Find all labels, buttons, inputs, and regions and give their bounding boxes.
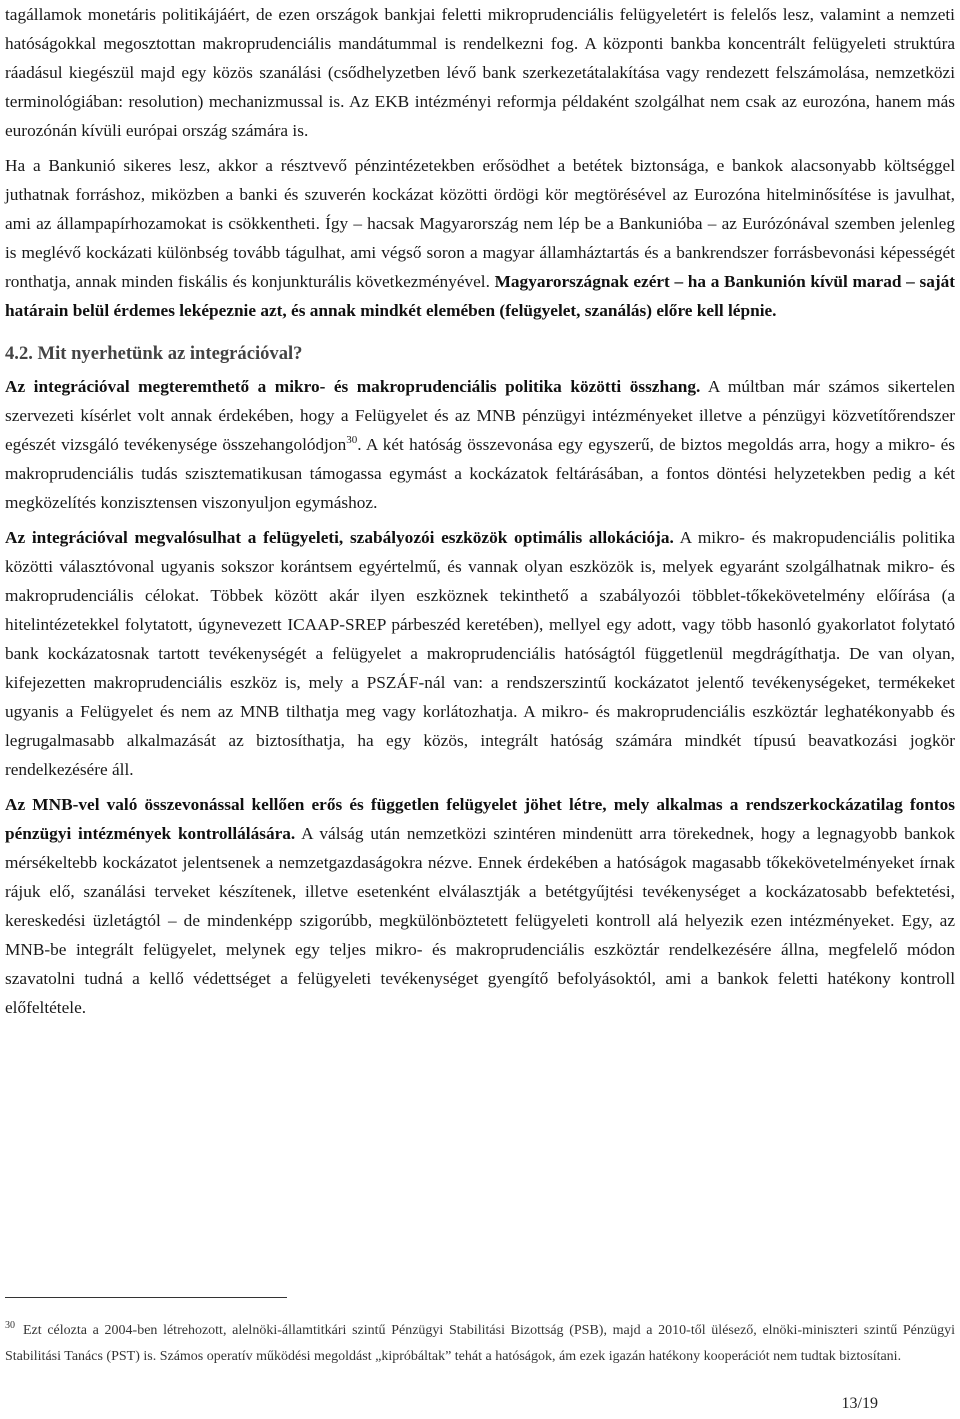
footnote xyxy=(5,1318,955,1369)
page-number: 13/19 xyxy=(841,1395,878,1412)
paragraph-lead: Az integrációval megteremthető a mikro- és makroprudenciális politika közötti összhang. xyxy=(5,377,701,396)
paragraph-1 xyxy=(5,0,955,145)
paragraph-3 xyxy=(5,372,955,517)
paragraph-5 xyxy=(5,790,955,1022)
paragraph-4 xyxy=(5,523,955,784)
paragraph-text-continued: . A két hatóság összevonása egy egyszerű, de biztos megoldás arra, hogy a mikro- és makroprudenciális tudás szisztematikusan támogassa egymást a kockázatok feltárásában, a fontos döntési helyzetekben pedig a két megközelítés konzisztensen viszonyuljon egymáshoz. xyxy=(5,435,955,512)
paragraph-lead: Az integrációval megvalósulhat a felügyeleti, szabályozói eszközök optimális allokációja. xyxy=(5,528,674,547)
paragraph-text: A válság után nemzetközi szintéren mindenütt arra törekednek, hogy a legnagyobb bankok mérsékeltebb kockázatot jelentsenek a nemzetgazdaságokra nézve. Ennek érdekében a hatóságok magasabb tőkekövetelményeket írnak rájuk elő, szanálási terveket készítenek, illetve esetenként elválasztják a betétgyűjtési tevékenységet a kockázatosabb befektetési, kereskedési üzletágtól – de mindenképp szigorúbb, megkülönböztetett felügyeleti kontroll alá helyezik ezen intézményeket. Egy, az MNB-be integrált felügyelet, melynek egy teljes mikro- és makroprudenciális eszköztár rendelkezésére állna, megfelelő módon szavatolni tudná a kellő védettséget a felügyeleti tevékenységet gyengítő befolyásoktól, ami a bankok feletti hatékony kontroll előfeltétele. xyxy=(5,824,955,1017)
footnote-text: Ezt célozta a 2004-ben létrehozott, alelnöki-államtitkári szintű Pénzügyi Stabilitási Bizottság (PSB), majd a 2010-től ülésező, elnöki-miniszteri szintű Pénzügyi Stabilitási Tanács (PST) is. Számos operatív működési megoldást „kipróbáltak” tehát a hatóságok, ám ezek igazán hatékony kooperációt nem tudtak biztosítani. xyxy=(5,1323,955,1364)
footnote-divider xyxy=(5,1297,287,1298)
paragraph-text: Ha a Bankunió sikeres lesz, akkor a résztvevő pénzintézetekben erősödhet a betétek biztonsága, e bankok alacsonyabb költséggel juthatnak forráshoz, miközben a banki és szuverén kockázat közötti ördögi kör megtörésével az Eurozóna hitelminősítése is javulhat, ami az állampapírhozamokat is csökkentheti. Így – hacsak Magyarország nem lép be a Bankunióba – az Eurózónával szemben jelenleg is meglévő kockázati különbség tovább tágulhat, ami végső soron a magyar államháztartás és a bankrendszer forrásbevonási képességét ronthatja, annak minden fiskális és konjunkturális következményével. xyxy=(5,156,955,291)
paragraph-lead: Az MNB-vel való összevonással kellően erős és független felügyelet jöhet létre, mely alkalmas a rendszerkockázatilag fontos pénzügyi intézmények kontrollálására. xyxy=(5,795,955,843)
paragraph-text: A mikro- és makropudenciális politika közötti választóvonal ugyanis sokszor korántsem egyértelmű, és vannak olyan eszközök is, melyek egyaránt szolgálhatnak mikro- és makroprudenciális célokat. Többek között akár ilyen eszköznek tekinthető a szabályozói többlet-tőkekövetelmény előírása (a hitelintézetekkel folytatott, úgynevezett ICAAP-SREP párbeszéd keretében), mellyel egy adott, vagy több hasonló gyakorlatot folytató bank kockázatosnak tartott tevékenységét a felügyelet a makroprudenciális hatóságtól függetlenül megdrágíthatja. De van olyan, kifejezetten makroprudenciális eszköz is, mely a PSZÁF-nál van: a rendszerszintű kockázatot jelentő tevékenységeket, termékeket ugyanis a Felügyelet és nem az MNB tilthatja meg vagy korlátozhatja. A mikro- és makroprudenciális eszköztár leghatékonyabb és legrugalmasabb alkalmazását az biztosíthatja, ha egy közös, integrált hatóság számára mindkét típusú beavatkozási jogkör rendelkezésére áll. xyxy=(5,528,955,779)
paragraph-text: A múltban már számos sikertelen szervezeti kísérlet volt annak érdekében, hogy a Felügyelet és az MNB pénzügyi intézményeket illetve a pénzügyi közvetítőrendszer egészét vizsgáló tevékenysége összehangolódjon xyxy=(5,377,955,454)
paragraph-text: tagállamok monetáris politikájáért, de ezen országok bankjai feletti mikroprudenciális felügyeletért is felelős lesz, valamint a nemzeti hatóságokkal megosztottan makroprudenciális mandátummal is rendelkezni fog. A központi bankba koncentrált felügyeleti struktúra ráadásul kiegészül majd egy közös szanálási (csődhelyzetben lévő bank szerkezetátalakítása vagy rendezett felszámolása, nemzetközi terminológiában: resolution) mechanizmussal is. Az EKB intézményi reformja példaként szolgálhat nem csak az eurozóna, hanem más eurozónán kívüli európai ország számára is. xyxy=(5,5,955,140)
footnote-reference[interactable]: 30 xyxy=(346,434,358,447)
paragraph-2 xyxy=(5,151,955,325)
paragraph-emphasis: Magyarországnak ezért – ha a Bankunión kívül marad – saját határain belül érdemes leképeznie azt, és annak mindkét elemében (felügyelet, szanálás) előre kell lépnie. xyxy=(5,272,955,320)
document-body xyxy=(5,0,955,1028)
footnote-mark: 30 xyxy=(5,1320,15,1332)
section-heading: 4.2. Mit nyerhetünk az integrációval? xyxy=(5,343,303,364)
